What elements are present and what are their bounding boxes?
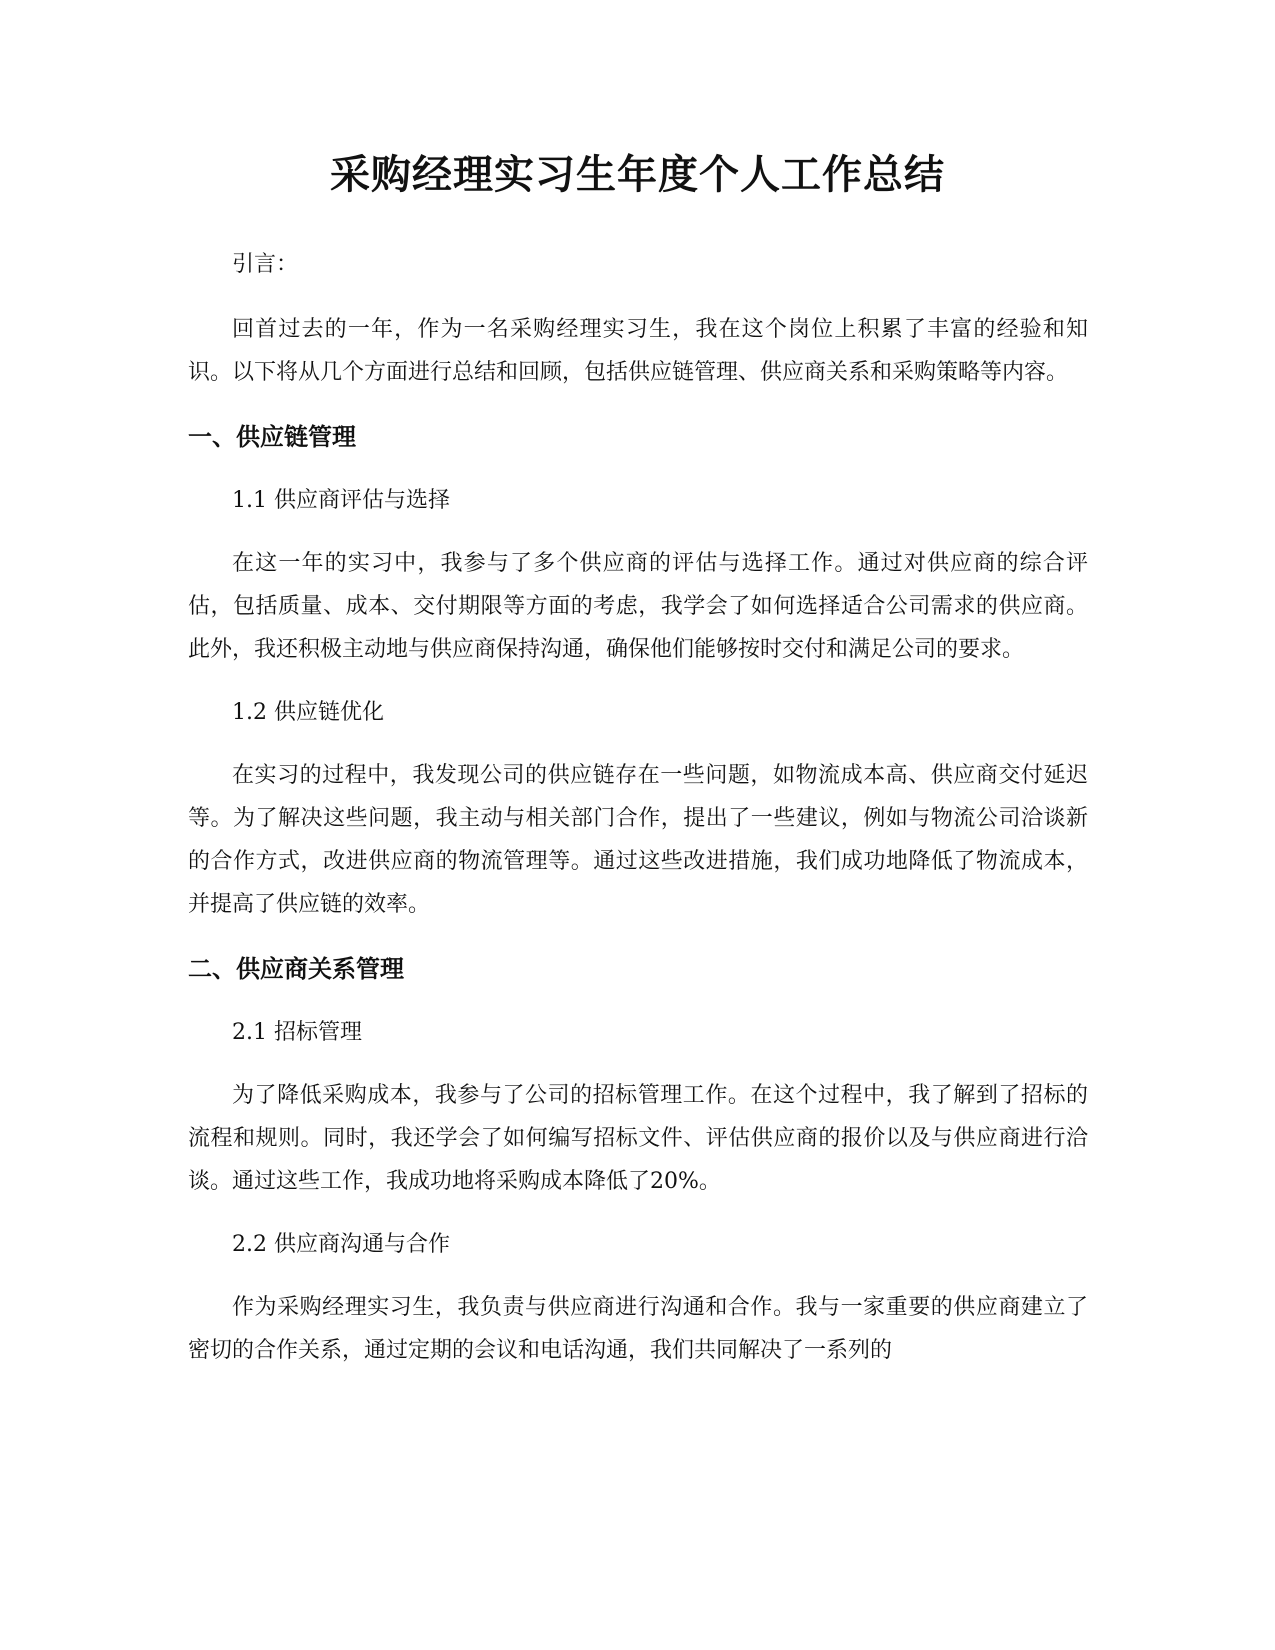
section-heading-supply-chain: 一、供应链管理 <box>188 423 356 451</box>
intro-paragraph: 回首过去的一年，作为一名采购经理实习生，我在这个岗位上积累了丰富的经验和知识。以下将从几个方面进行总结和回顾，包括供应链管理、供应商关系和采购策略等内容。 <box>188 317 1088 385</box>
section-heading-supplier-relationship: 二、供应商关系管理 <box>188 955 404 983</box>
document-title: 采购经理实习生年度个人工作总结 <box>330 152 945 198</box>
paragraph-supply-chain-optimization: 在实习的过程中，我发现公司的供应链存在一些问题，如物流成本高、供应商交付延迟等。为了解决这些问题，我主动与相关部门合作，提出了一些建议，例如与物流公司洽谈新的合作方式，改进供应商的物流管理等。通过这些改进措施，我们成功地降低了物流成本，并提高了供应链的效率。 <box>188 763 1088 917</box>
subsection-heading-supply-chain-optimization: 1.2 供应链优化 <box>232 700 384 725</box>
subsection-heading-tender-management: 2.1 招标管理 <box>232 1020 362 1045</box>
paragraph-supplier-communication: 作为采购经理实习生，我负责与供应商进行沟通和合作。我与一家重要的供应商建立了密切的合作关系，通过定期的会议和电话沟通，我们共同解决了一系列的 <box>188 1295 1088 1363</box>
intro-label: 引言： <box>232 252 299 277</box>
subsection-heading-supplier-communication: 2.2 供应商沟通与合作 <box>232 1232 450 1257</box>
subsection-heading-supplier-evaluation: 1.1 供应商评估与选择 <box>232 488 450 513</box>
paragraph-supplier-evaluation: 在这一年的实习中，我参与了多个供应商的评估与选择工作。通过对供应商的综合评估，包括质量、成本、交付期限等方面的考虑，我学会了如何选择适合公司需求的供应商。此外，我还积极主动地与供应商保持沟通，确保他们能够按时交付和满足公司的要求。 <box>188 551 1088 662</box>
paragraph-tender-management: 为了降低采购成本，我参与了公司的招标管理工作。在这个过程中，我了解到了招标的流程和规则。同时，我还学会了如何编写招标文件、评估供应商的报价以及与供应商进行洽谈。通过这些工作，我成功地将采购成本降低了20%。 <box>188 1083 1088 1194</box>
document-body <box>188 243 1088 1392</box>
